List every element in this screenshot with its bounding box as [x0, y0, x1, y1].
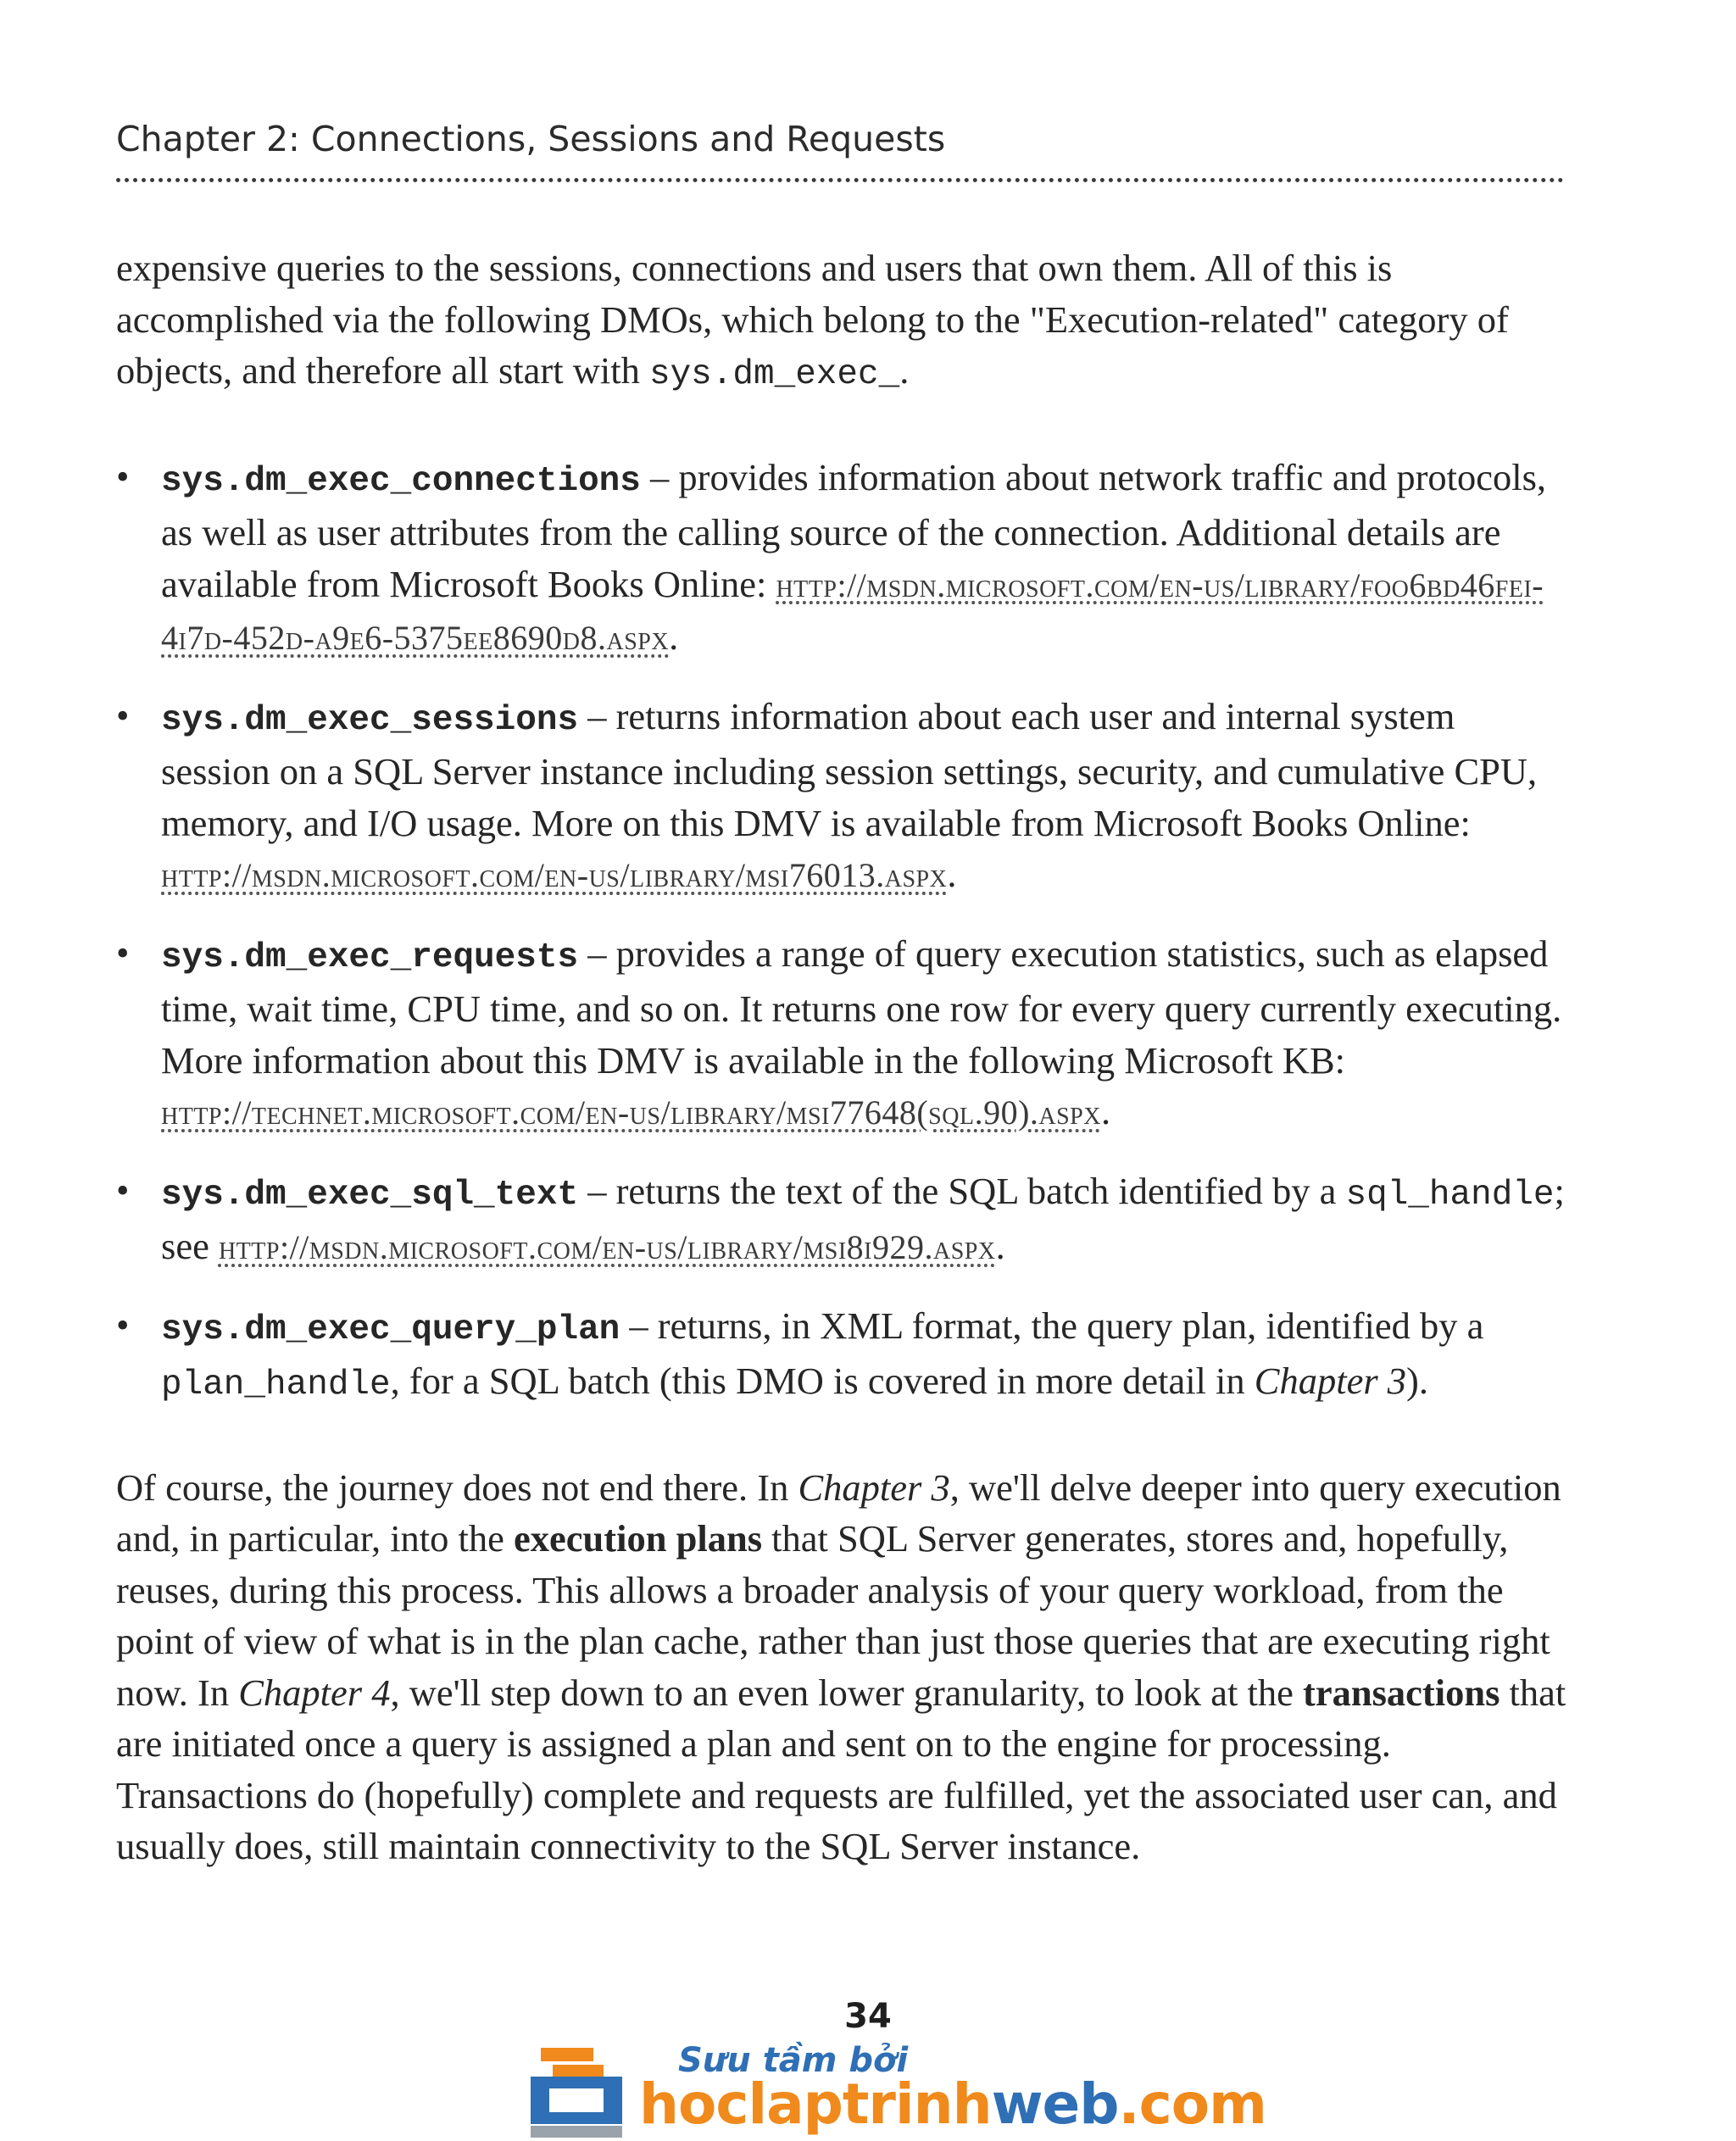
watermark-logo-icon — [527, 2048, 626, 2141]
dmo-description: – returns the text of the SQL batch identified by a — [578, 1169, 1346, 1212]
dmo-name: sys.dm_exec_sql_text — [161, 1175, 579, 1215]
watermark-site-part: web — [991, 2071, 1119, 2137]
closing-text: , we'll step down to an even lower granularity, to look at the — [390, 1671, 1304, 1714]
bullet-icon: • — [116, 931, 130, 974]
dmo-link[interactable]: http://msdn.microsoft.com/en-us/library/msi8i929.aspx — [218, 1228, 996, 1266]
closing-text: that SQL Server generates, stores and, hopefully, reuses, during this process. This allows a broader analysis of your query workload, from the point of view of what is in the plan cache, rather than just those queries that are executing right now. In — [116, 1517, 1550, 1714]
dmo-end: . — [947, 853, 957, 895]
handle-code: plan_handle — [161, 1365, 391, 1404]
closing-text: Of course, the journey does not end there. In — [116, 1465, 798, 1509]
page-body — [116, 242, 1567, 1872]
dmo-description: – provides a range of query execution statistics, such as elapsed time, wait time, CPU time, and so on. It returns one row for every query currently executing. More information about this DMV is available in the following Microsoft KB: — [161, 931, 1562, 1082]
handle-code: sql_handle — [1345, 1175, 1555, 1215]
list-item-query-plan — [116, 1300, 1567, 1411]
closing-text: , we'll delve deeper into query execution and, in particular, into the — [116, 1465, 1561, 1560]
watermark-subtitle: Sưu tầm bởi — [678, 2041, 909, 2080]
watermark-site-part: .com — [1118, 2071, 1266, 2137]
intro-paragraph — [116, 242, 1567, 401]
chapter-reference: Chapter 3 — [1254, 1360, 1407, 1402]
chapter-reference: Chapter 3 — [798, 1465, 950, 1509]
dmo-end: . — [1100, 1090, 1111, 1132]
bold-term: transactions — [1303, 1671, 1500, 1714]
bullet-icon: • — [116, 694, 130, 737]
dmo-name: sys.dm_exec_sessions — [161, 700, 579, 740]
list-item-sql-text — [116, 1165, 1567, 1274]
dmo-end: ). — [1406, 1360, 1428, 1402]
chapter-title: Chapter 2: Connections, Sessions and Requests — [116, 119, 946, 159]
closing-paragraph — [116, 1462, 1567, 1872]
intro-end: . — [899, 349, 910, 392]
dmo-link[interactable]: http://msdn.microsoft.com/en-us/library/foo6bd46fei-4i7d-452d-a9e6-5375ee8690d8.aspx — [161, 565, 1544, 657]
dmo-end: . — [995, 1225, 1005, 1267]
intro-text: expensive queries to the sessions, connections and users that own them. All of this is accomplished via the following DMOs, which belong to the "Execution-related" category of objects, and therefore all start with — [116, 247, 1509, 392]
dmo-link[interactable]: http://technet.microsoft.com/en-us/library/msi77648(sql.90).aspx — [161, 1093, 1101, 1132]
dmo-description-cont: ; see — [161, 1169, 1565, 1267]
bold-term: execution plans — [514, 1517, 763, 1560]
list-item-connections — [116, 452, 1567, 665]
bullet-icon: • — [116, 455, 130, 498]
dmo-description: – provides information about network traffic and protocols, as well as user attributes from the calling source of the connection. Additional details are available from Microsoft Books Online: — [161, 455, 1547, 605]
watermark-site-name — [639, 2071, 1266, 2137]
watermark-site-part: hoclaptrinh — [639, 2071, 992, 2137]
dmo-description-cont: , for a SQL batch (this DMO is covered in more detail in — [390, 1360, 1255, 1402]
dmo-name: sys.dm_exec_requests — [161, 937, 579, 977]
dmo-description: – returns, in XML format, the query plan, identified by a — [620, 1304, 1484, 1347]
dmo-end: . — [669, 615, 679, 658]
page-number: 34 — [844, 1997, 892, 2036]
dmo-link[interactable]: http://msdn.microsoft.com/en-us/library/msi76013.aspx — [161, 856, 948, 894]
list-item-sessions — [116, 691, 1567, 902]
list-item-requests — [116, 928, 1567, 1139]
dmo-name: sys.dm_exec_connections — [161, 461, 641, 501]
chapter-reference: Chapter 4 — [238, 1671, 391, 1714]
closing-text: that are initiated once a query is assigned a plan and sent on to the engine for processing. Transactions do (hopefully) complete and requests are fulfilled, yet the associated user can, and usually does, still maintain connectivity to the SQL Server instance. — [116, 1671, 1566, 1867]
bullet-icon: • — [116, 1169, 130, 1211]
watermark — [527, 2041, 1266, 2141]
bullet-icon: • — [116, 1304, 130, 1346]
dmo-list — [116, 452, 1567, 1411]
dmo-name: sys.dm_exec_query_plan — [161, 1310, 620, 1349]
running-header — [116, 112, 1564, 182]
dmo-description: – returns information about each user and internal system session on a SQL Server instance including session settings, security, and cumulative CPU, memory, and I/O usage. More on this DMV is available from Microsoft Books Online: — [161, 694, 1538, 844]
dmo-prefix-code: sys.dm_exec_ — [648, 355, 900, 394]
